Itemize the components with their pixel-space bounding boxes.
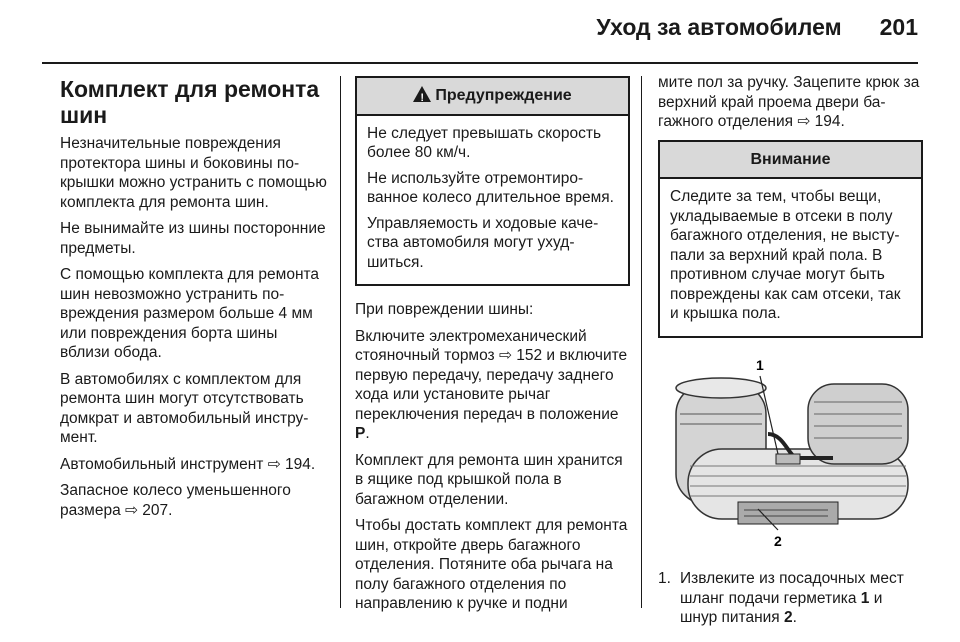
step-number: 1. [658, 570, 671, 587]
gear-position-p: P [355, 425, 366, 442]
power-cord-compartment [738, 502, 838, 524]
warning-text: Не следует превышать скорость более 80 км/ч. [367, 124, 602, 161]
paragraph: В автомобилях с комплектом для ремонта шин могут отсутствовать домкрат и автомобильный инструмент. [60, 370, 309, 446]
tire-repair-kit-illustration [658, 354, 918, 550]
step-text-part: и шнур питания [680, 589, 883, 626]
header-rule [42, 62, 918, 64]
paragraph: При повреждении шины: [355, 301, 534, 318]
warning-body [357, 116, 628, 285]
list-item [658, 569, 923, 628]
cross-reference[interactable]: Автомобильный инструмент ⇨ 194. [60, 455, 316, 473]
column-divider [340, 76, 341, 608]
step-ref-2: 2 [784, 609, 793, 626]
section-heading: Комплект для ремонта шин [60, 76, 320, 128]
paragraph [355, 327, 630, 444]
page-header [596, 14, 918, 46]
paragraph: Чтобы достать комплект для ремонта шин, откройте дверь багажного отделения. Потяните оба рычага на полу багажного отделения по направлению к ручке и подни [355, 517, 628, 612]
paragraph: Не вынимайте из шины посторонние предметы. [60, 220, 326, 257]
step-text [680, 569, 923, 628]
step-ref-1: 1 [860, 589, 870, 607]
notice-body [660, 179, 921, 336]
paragraph: мите пол за ручку. Зацепите крюк за верхний край проема двери багажного отделения ⇨ 194. [658, 74, 920, 130]
page-title: Уход за автомобилем [596, 14, 842, 40]
paragraph-text: Включите электромеханический стояночный тормоз ⇨ 152 и включите первую передачу, передачу заднего хода или установите рычаг переключения передач в положение [355, 327, 628, 423]
right-column [658, 73, 923, 628]
notice-box [658, 140, 923, 338]
cross-reference[interactable]: Запасное колесо уменьшенного размера ⇨ 207. [60, 482, 291, 519]
step-text-part: Извлеките из посадочных мест шланг подачи герметика [680, 570, 904, 607]
callout-label-2: 2 [774, 532, 782, 549]
callout-label-1: 1 [756, 356, 764, 373]
column-divider [641, 76, 642, 608]
warning-box [355, 76, 630, 286]
left-column [60, 76, 330, 527]
warning-text: Не используйте отремонтированное колесо длительное время. [367, 169, 614, 206]
paragraph-text: . [365, 425, 370, 442]
paragraph: Незначительные повреждения протектора шины и боковины покрышки можно устранить с помощью комплекта для ремонта шин. [60, 135, 327, 211]
notice-text: Следите за тем, чтобы вещи, укладываемые в отсеки в полу багажного отделения, не выступали за верхний край пола. В противном случае могут быть повреждены как сам отсеки, так и крышка пола. [670, 188, 901, 322]
page-number: 201 [879, 14, 918, 40]
paragraph: Комплект для ремонта шин хранится в ящике под крышкой пола в багажном отделении. [355, 451, 623, 508]
warning-header [357, 78, 628, 116]
warning-title: Предупреждение [435, 87, 572, 104]
paragraph: С помощью комплекта для ремонта шин невозможно устранить повреждения размером больше 4 мм или повреждения борта шины вблизи обода. [60, 266, 320, 361]
warning-triangle-icon: ! [413, 86, 431, 102]
notice-header: Внимание [660, 142, 921, 180]
instruction-list [658, 569, 923, 628]
compressor-top [676, 378, 766, 398]
middle-column [355, 76, 630, 621]
sealant-canister [808, 384, 908, 464]
warning-text: Управляемость и ходовые качества автомобиля могут ухудшиться. [367, 214, 599, 271]
step-text-part: . [792, 609, 797, 626]
